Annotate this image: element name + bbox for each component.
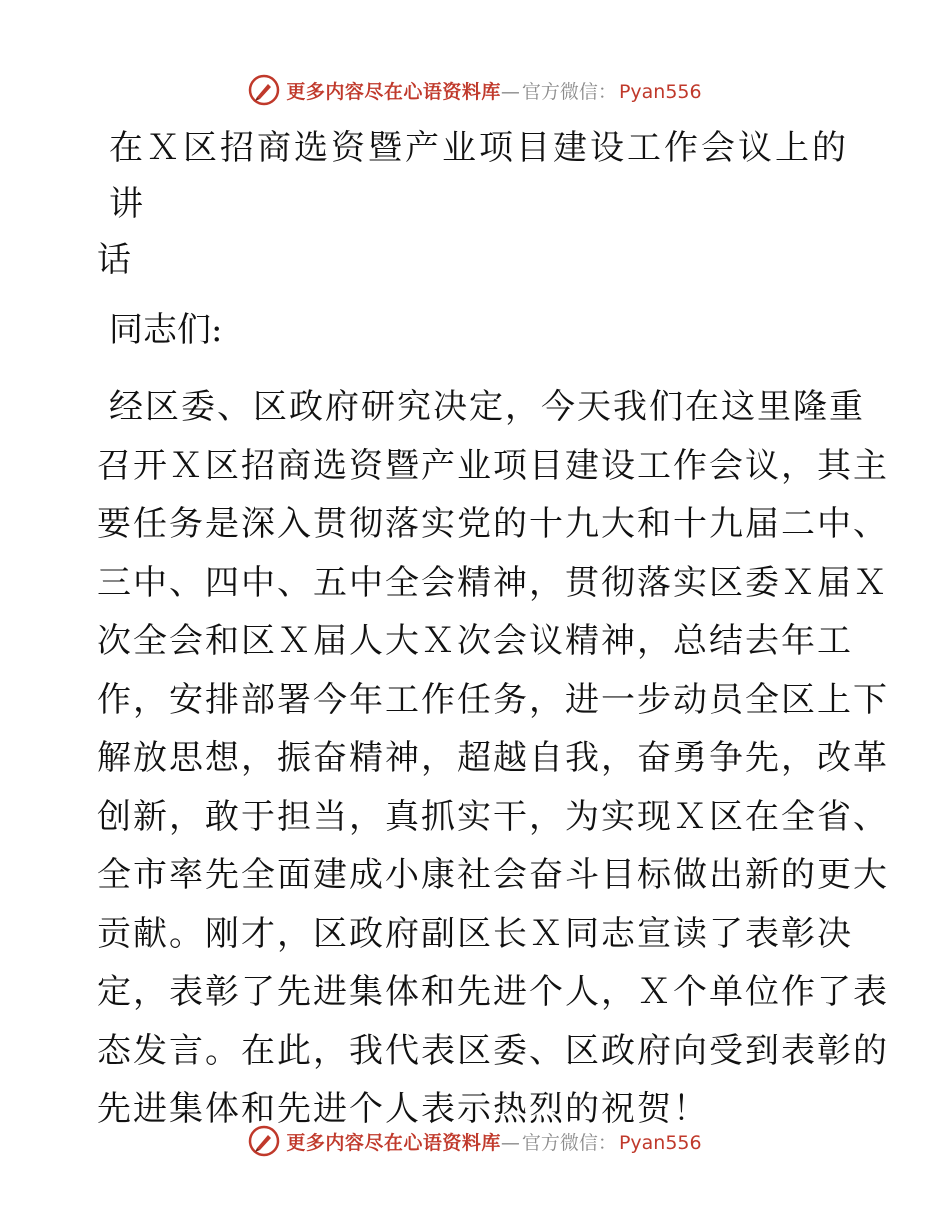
watermark-text [286,77,701,104]
pen-logo-icon [248,1125,280,1157]
paragraph-line: 经区委、区政府研究决定，今天我们在这里隆重 [109,387,865,427]
watermark-label: 官方微信： [521,1131,617,1154]
document-title: 在Ｘ区招商选资暨产业项目建设工作会议上的讲 [109,128,849,224]
footer-watermark [0,1121,950,1161]
body-paragraph [97,378,889,1139]
watermark-account: Pyan556 [618,80,702,103]
document-body [97,120,889,1139]
paragraph-line: 召开Ｘ区招商选资暨产业项目建设工作会议，其主 [97,445,889,486]
paragraph-line: 全市率先全面建成小康社会奋斗目标做出新的更大 [97,855,889,895]
pen-logo-icon [248,74,280,106]
paragraph-line: 先进集体和先进个人表示热烈的祝贺！ [97,1089,709,1129]
paragraph-line: 解放思想，振奋精神，超越自我，奋勇争先，改革 [97,738,889,778]
document-title-continuation: 话 [97,240,131,280]
watermark-text [286,1128,701,1155]
watermark-dash: — [500,80,520,103]
paragraph-line: 贡献。刚才，区政府副区长Ｘ同志宣读了表彰决 [97,913,853,954]
greeting: 同志们: [109,310,223,350]
watermark-main-text: 更多内容尽在心语资料库 [286,80,501,103]
watermark-account: Pyan556 [618,1131,702,1154]
paragraph-line: 作，安排部署今年工作任务，进一步动员全区上下 [97,679,889,720]
watermark-label: 官方微信： [521,80,617,103]
watermark-dash: — [500,1131,520,1154]
paragraph-line: 三中、四中、五中全会精神，贯彻落实区委Ｘ届Ｘ [97,562,889,603]
watermark-main-text: 更多内容尽在心语资料库 [286,1131,501,1154]
paragraph-line: 定，表彰了先进集体和先进个人，Ｘ个单位作了表 [97,972,889,1012]
paragraph-line: 创新，敢于担当，真抓实干，为实现Ｘ区在全省、 [97,796,889,837]
paragraph-line: 次全会和区Ｘ届人大Ｘ次会议精神，总结去年工 [97,621,853,661]
paragraph-line: 态发言。在此，我代表区委、区政府向受到表彰的 [97,1030,889,1071]
header-watermark [0,70,950,110]
paragraph-line: 要任务是深入贯彻落实党的十九大和十九届二中、 [97,504,889,544]
